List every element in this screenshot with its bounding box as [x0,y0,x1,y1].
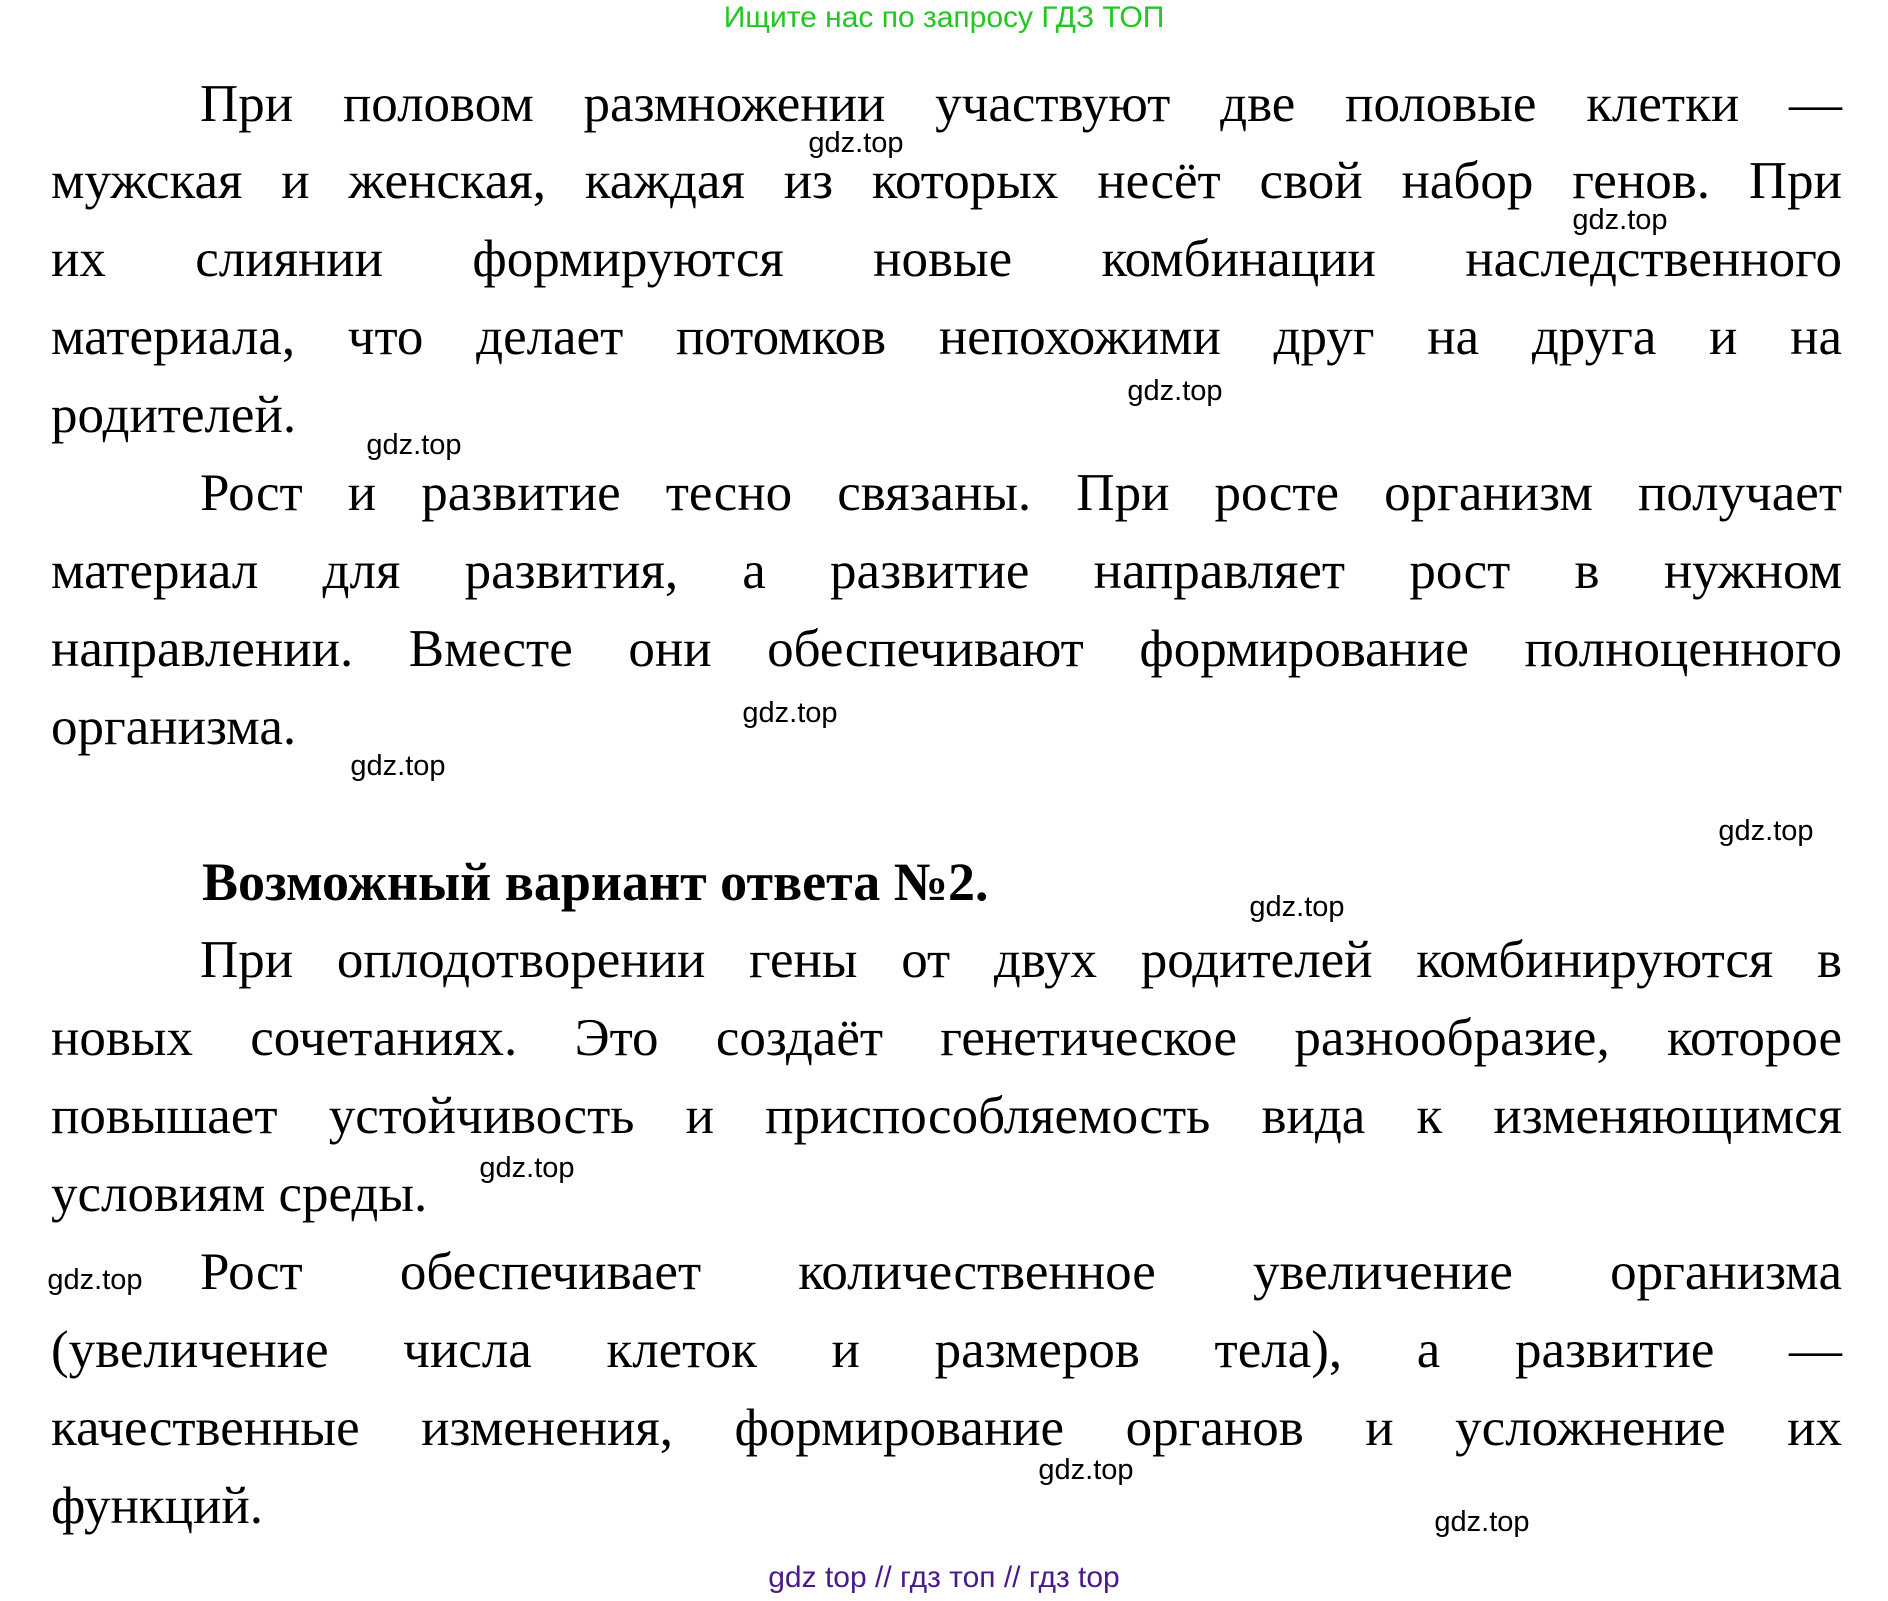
text-line: Рост и развитие тесно связаны. При росте организм получает [200,464,1842,522]
text-line: Рост обеспечивает количественное увеличение организма [200,1243,1842,1301]
watermark: gdz.top [366,429,462,461]
text-line: материал для развития, а развитие направляет рост в нужном [51,542,1842,600]
footer-links: gdz top // гдз топ // гдз top [768,1561,1120,1594]
text-line: качественные изменения, формирование органов и усложнение их [51,1399,1842,1457]
text-line: организма. [51,698,297,756]
text-line: условиям среды. [51,1165,428,1223]
text-line: При половом размножении участвуют две половые клетки — [200,75,1842,133]
text-line: мужская и женская, каждая из которых несёт свой набор генов. При [51,152,1842,210]
watermark: gdz.top [350,750,446,782]
text-line: их слиянии формируются новые комбинации наследственного [51,230,1842,288]
watermark: gdz.top [1249,891,1345,923]
text-line: материала, что делает потомков непохожими друг на друга и на [51,308,1842,366]
watermark: gdz.top [1572,204,1668,236]
text-line: При оплодотворении гены от двух родителей комбинируются в [200,931,1842,989]
text-line: направлении. Вместе они обеспечивают формирование полноценного [51,620,1842,678]
watermark: gdz.top [1718,815,1814,847]
text-line: (увеличение числа клеток и размеров тела), а развитие — [51,1321,1842,1379]
text-line: родителей. [51,386,297,444]
watermark: gdz.top [47,1264,143,1296]
watermark: gdz.top [479,1152,575,1184]
watermark: gdz.top [1434,1506,1530,1538]
text-line: новых сочетаниях. Это создаёт генетическое разнообразие, которое [51,1009,1842,1067]
text-line: повышает устойчивость и приспособляемость вида к изменяющимся [51,1087,1842,1145]
search-hint-banner: Ищите нас по запросу ГДЗ ТОП [723,1,1165,34]
watermark: gdz.top [808,127,904,159]
watermark: gdz.top [742,697,838,729]
watermark: gdz.top [1127,375,1223,407]
watermark: gdz.top [1038,1454,1134,1486]
answer-heading: Возможный вариант ответа №2. [202,852,989,912]
text-line: функций. [51,1477,263,1535]
